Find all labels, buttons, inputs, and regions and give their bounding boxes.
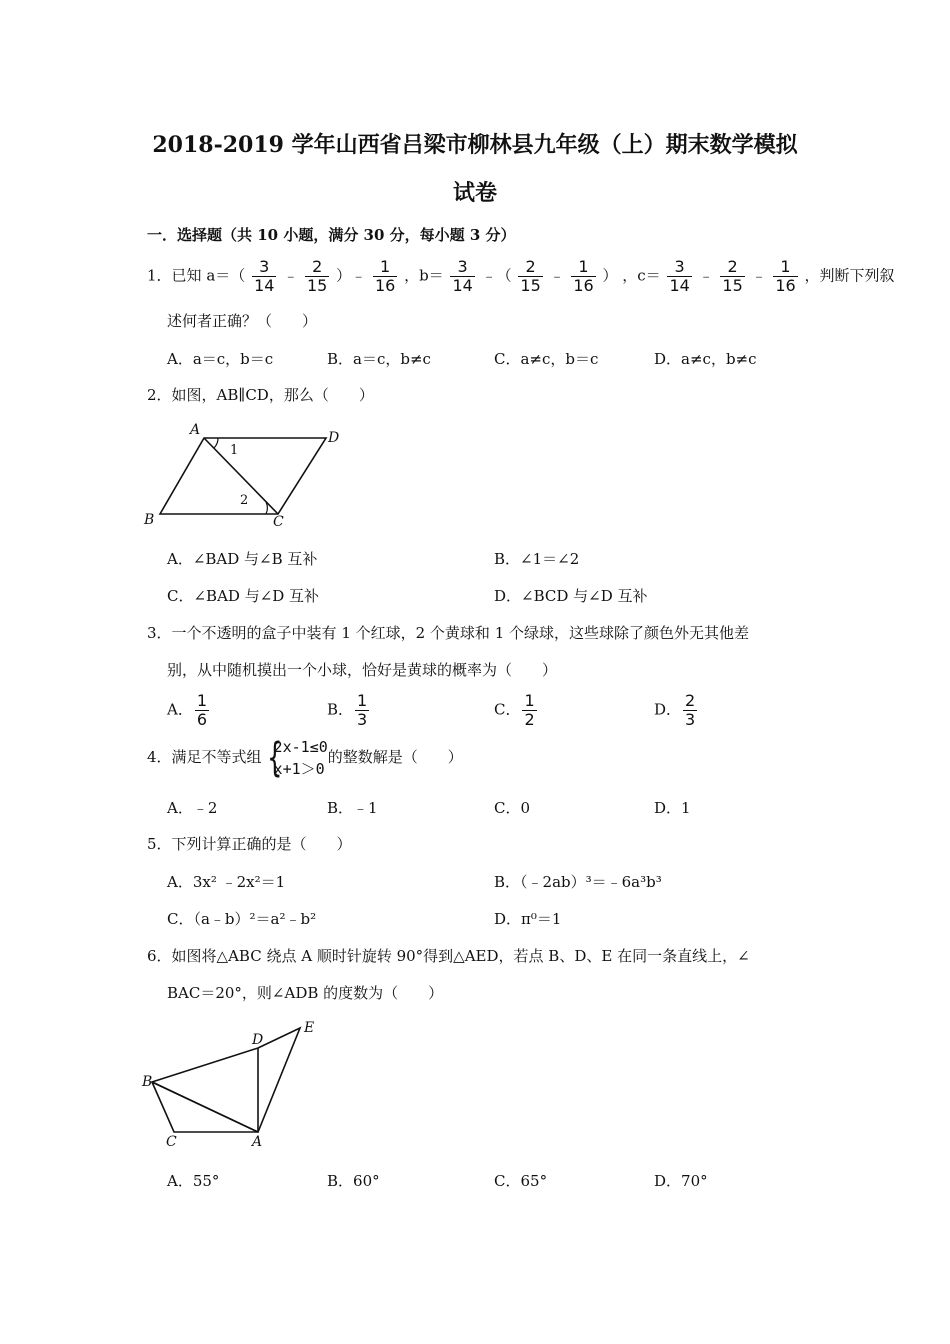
q6-figure-rotation: [140, 1016, 330, 1152]
q1-b-eq: ，b＝: [404, 266, 444, 285]
label-a: A: [252, 1134, 263, 1150]
angle-2-arc: [266, 502, 267, 514]
q2-option-c: C．∠BAD 与∠D 互补: [167, 587, 320, 605]
fraction: $\frac{1}{16}$: [573, 257, 594, 295]
q3-option-a: A． $\frac{1}{6}$: [167, 691, 208, 729]
q4-prefix: 4．满足不等式组: [147, 748, 262, 766]
fraction: $\frac{3}{14}$: [452, 257, 473, 295]
q6-option-c: C．65°: [494, 1172, 548, 1190]
q4-option-a: A．﹣2: [167, 799, 218, 817]
q3-option-d: D． $\frac{2}{3}$: [654, 691, 696, 729]
q2-option-b: B．∠1＝∠2: [494, 550, 580, 568]
q1-option-c: C．a≠c，b＝c: [494, 350, 599, 368]
question-3-line1: 3．一个不透明的盒子中装有 1 个红球，2 个黄球和 1 个绿球，这些球除了颜色外无其他差: [147, 624, 750, 642]
q5-option-a: A．3x² ﹣2x²＝1: [167, 873, 286, 891]
q4-option-c: C．0: [494, 799, 531, 817]
section-heading: 一．选择题（共 10 小题，满分 30 分，每小题 3 分）: [147, 226, 516, 244]
q3-option-b: B． $\frac{1}{3}$: [327, 691, 368, 729]
q5-option-b: B．（﹣2ab）³＝﹣6a³b³: [494, 873, 662, 891]
q6-option-a: A．55°: [167, 1172, 220, 1190]
q1-a-eq: a＝（: [206, 266, 246, 285]
question-4-stem: [147, 736, 463, 780]
q2-option-d: D．∠BCD 与∠D 互补: [494, 587, 648, 605]
label-d: D: [252, 1032, 264, 1048]
label-angle-1: 1: [230, 443, 239, 458]
question-3-line2: 别，从中随机摸出一个小球，恰好是黄球的概率为（ ）: [167, 661, 558, 679]
fraction: $\frac{1}{16}$: [775, 257, 796, 295]
q4-option-b: B．﹣1: [327, 799, 378, 817]
q4-option-d: D．1: [654, 799, 691, 817]
question-2-stem: 2．如图，AB∥CD，那么（ ）: [147, 386, 374, 404]
fraction: $\frac{2}{15}$: [520, 257, 541, 295]
q4-suffix: 的整数解是（ ）: [327, 748, 463, 766]
q5-option-c: C．（a﹣b）²＝a²﹣b²: [167, 910, 317, 928]
fraction: $\frac{2}{15}$: [307, 257, 328, 295]
question-6-line1: 6．如图将△ABC 绕点 A 顺时针旋转 90°得到△AED，若点 B、D、E 在同一条直线上，∠: [147, 947, 750, 965]
label-c: C: [273, 514, 284, 530]
fraction: $\frac{3}{14}$: [669, 257, 690, 295]
label-a: A: [190, 422, 201, 438]
q1-c-eq: ，c＝: [622, 266, 661, 285]
segment-ba: [152, 1082, 258, 1132]
q1-option-a: A．a＝c，b＝c: [167, 350, 274, 368]
doc-title-line1: 2018-2019 学年山西省吕梁市柳林县九年级（上）期末数学模拟: [152, 132, 798, 158]
q2-option-a: A．∠BAD 与∠B 互补: [167, 550, 318, 568]
label-c: C: [166, 1134, 177, 1150]
q6-option-d: D．70°: [654, 1172, 708, 1190]
doc-title-line2: 试卷: [452, 180, 497, 206]
q5-option-d: D．π⁰＝1: [494, 910, 562, 928]
q2-figure-parallelogram: [140, 418, 350, 530]
q3-option-c: C． $\frac{1}{2}$: [494, 691, 535, 729]
label-angle-2: 2: [240, 493, 249, 508]
question-1-line2: 述何者正确？（ ）: [167, 312, 318, 330]
label-b: B: [144, 512, 155, 528]
q1-option-d: D．a≠c，b≠c: [654, 350, 757, 368]
label-e: E: [304, 1020, 315, 1036]
question-5-stem: 5．下列计算正确的是（ ）: [147, 835, 352, 853]
question-1-line1: 1．已知 a＝（ $\frac{3}{14}$ ﹣ $\frac{2}{15}$ ）﹣ $\frac{1}{16}$ ，b＝ $\frac{3}{14}$ ﹣（ $\frac{2}{15}$ ﹣ $\frac{1}{16}$ ） ，c＝ $\frac{3}{14}$ ﹣ $\frac{2}{15}$ ﹣ $\frac{1}{16}$ ，判断下列叙: [147, 257, 895, 295]
inequality-system: { 2x-1≤0 x+1＞0: [266, 735, 328, 781]
q1-number: 1．已知: [147, 266, 202, 285]
fraction: $\frac{2}{15}$: [722, 257, 743, 295]
label-d: D: [328, 430, 340, 446]
label-b: B: [142, 1074, 153, 1090]
q6-option-b: B．60°: [327, 1172, 380, 1190]
question-6-line2: BAC＝20°，则∠ADB 的度数为（ ）: [167, 984, 444, 1002]
fraction: $\frac{3}{14}$: [254, 257, 275, 295]
angle-1-arc: [214, 438, 218, 448]
fraction: $\frac{1}{16}$: [374, 257, 396, 295]
q1-option-b: B．a＝c，b≠c: [327, 350, 431, 368]
